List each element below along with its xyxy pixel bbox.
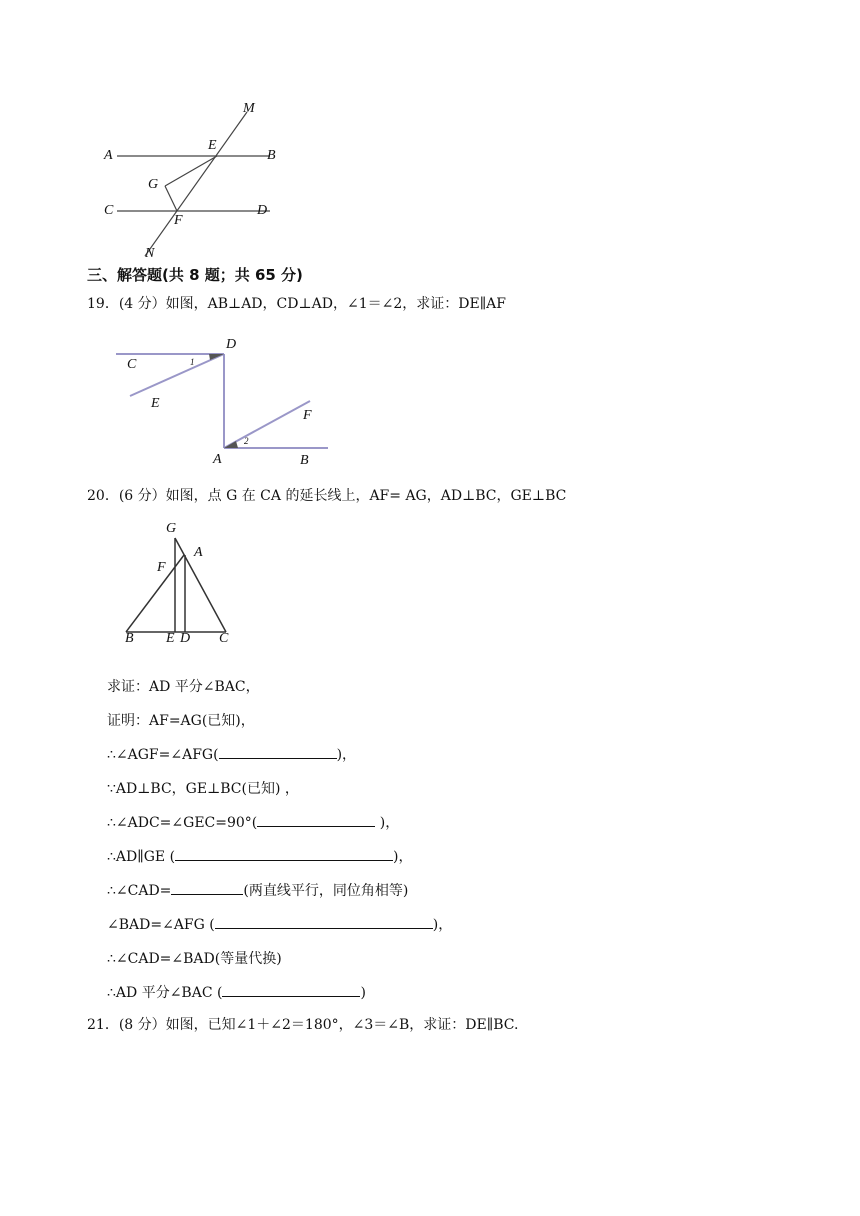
fig18-label-d: D [257, 203, 268, 218]
line-af [224, 401, 310, 448]
fig20-label-f: F [157, 560, 166, 575]
proof-block [107, 676, 452, 1016]
answer-blank[interactable] [175, 846, 393, 861]
answer-blank[interactable] [215, 914, 433, 929]
proof-line: ∴AD∥GE ( )， [107, 846, 452, 880]
fig19-label-b: B [300, 453, 309, 468]
question-21-text: 21．(8 分）如图，已知∠1＋∠2＝180°，∠3＝∠B，求证：DE∥BC. [87, 1017, 519, 1033]
fig18-label-c: C [104, 203, 114, 218]
fig20-label-d: D [180, 631, 191, 646]
fig18-label-m: M [243, 101, 255, 116]
figure-q20 [118, 530, 238, 636]
fig18-label-f: F [174, 213, 183, 228]
proof-line: ∴∠CAD=∠BAD(等量代换) [107, 951, 282, 967]
proof-line: ∴∠AGF=∠AFG( )， [107, 744, 452, 778]
proof-line: ∴AD 平分∠BAC ( ) [107, 982, 452, 1016]
fig19-label-f: F [303, 408, 312, 423]
fig20-label-a: A [194, 545, 203, 560]
proof-line: 求证：AD 平分∠BAC， [107, 679, 260, 695]
answer-blank[interactable] [257, 812, 375, 827]
fig19-angle-2-label: 2 [244, 436, 249, 446]
angle-2-mark [224, 441, 238, 448]
line-de [130, 354, 224, 396]
answer-blank[interactable] [171, 880, 243, 895]
figure-q19 [110, 336, 340, 471]
fig18-label-e: E [208, 138, 217, 153]
fig18-label-b: B [267, 148, 276, 163]
fig20-label-g: G [166, 521, 177, 536]
answer-blank[interactable] [219, 744, 337, 759]
fig19-label-c: C [127, 357, 137, 372]
section-title: 三、解答题(共 8 题；共 65 分) [87, 266, 303, 284]
fig19-label-e: E [151, 396, 160, 411]
proof-line: 证明：AF=AG(已知)， [107, 713, 255, 729]
angle-1-mark [209, 354, 224, 360]
proof-line: ∴∠ADC=∠GEC=90°( )， [107, 812, 452, 846]
figure-parallel-lines-transversal [95, 98, 295, 264]
fig19-angle-1-label: 1 [190, 357, 195, 367]
fig20-label-c: C [219, 631, 229, 646]
fig20-label-b: B [125, 631, 134, 646]
segment-gf [165, 186, 177, 211]
proof-line: ∴∠CAD= (两直线平行，同位角相等) [107, 880, 452, 914]
fig18-label-n: N [145, 246, 155, 261]
answer-blank[interactable] [222, 982, 360, 997]
fig18-label-g: G [148, 177, 159, 192]
fig18-label-a: A [104, 148, 113, 163]
fig20-label-e: E [166, 631, 175, 646]
line-mn [145, 112, 247, 256]
fig19-label-d: D [226, 337, 237, 352]
fig19-label-a: A [213, 452, 222, 467]
segment-eg [165, 156, 217, 186]
proof-line: ∠BAD=∠AFG ( )， [107, 914, 452, 948]
question-19-text: 19．(4 分）如图，AB⊥AD，CD⊥AD，∠1＝∠2，求证：DE∥AF [87, 296, 506, 312]
question-20-text: 20．(6 分）如图，点 G 在 CA 的延长线上，AF= AG，AD⊥BC，GE⊥BC [87, 488, 567, 504]
proof-line: ∵AD⊥BC，GE⊥BC(已知) ， [107, 781, 299, 797]
